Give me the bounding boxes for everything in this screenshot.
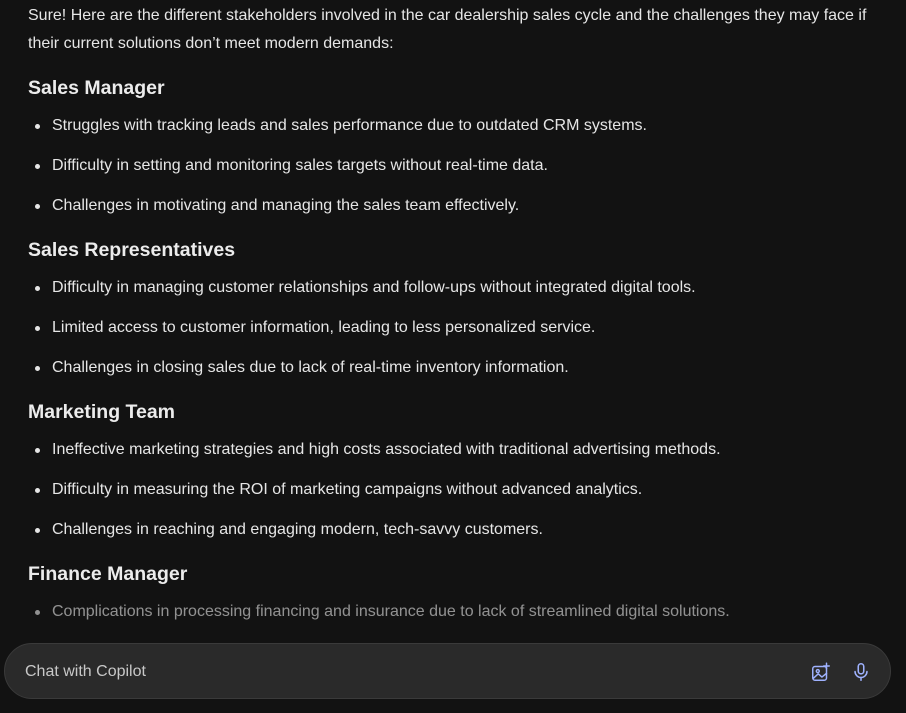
list-item: Struggles with tracking leads and sales performance due to outdated CRM systems.: [28, 114, 878, 138]
list-item: Complications in processing financing and insurance due to lack of streamlined digital solutions.: [28, 600, 878, 624]
chat-input[interactable]: [23, 644, 787, 700]
list-item: Challenges in reaching and engaging modern, tech-savvy customers.: [28, 518, 878, 542]
list-item: Difficulty in setting and monitoring sales targets without real-time data.: [28, 154, 878, 178]
section-heading: Sales Representatives: [28, 239, 236, 261]
list-item: Limited access to customer information, leading to less personalized service.: [28, 316, 878, 340]
microphone-icon[interactable]: [847, 658, 875, 686]
section-finance-manager: [28, 562, 878, 624]
section-sales-manager: [28, 76, 878, 218]
intro-text: Sure! Here are the different stakeholders involved in the car dealership sales cycle and the challenges they may face if their current solutions don’t meet modern demands:: [28, 7, 867, 52]
list-item: Difficulty in measuring the ROI of marketing campaigns without advanced analytics.: [28, 478, 878, 502]
section-marketing-team: [28, 400, 878, 542]
list-item: Ineffective marketing strategies and high costs associated with traditional advertising methods.: [28, 438, 878, 462]
bullet-list: [28, 600, 878, 624]
assistant-message: [28, 2, 878, 624]
bullet-list: [28, 276, 878, 380]
section-sales-representatives: [28, 238, 878, 380]
list-item: Difficulty in managing customer relationships and follow-ups without integrated digital tools.: [28, 276, 878, 300]
image-add-icon[interactable]: [807, 658, 835, 686]
bullet-list: [28, 438, 878, 542]
section-heading: Marketing Team: [28, 401, 176, 423]
chat-composer: [4, 643, 891, 699]
list-item: Challenges in closing sales due to lack of real-time inventory information.: [28, 356, 878, 380]
section-heading: Sales Manager: [28, 77, 165, 99]
list-item: Challenges in motivating and managing the sales team effectively.: [28, 194, 878, 218]
section-heading: Finance Manager: [28, 563, 188, 585]
bullet-list: [28, 114, 878, 218]
